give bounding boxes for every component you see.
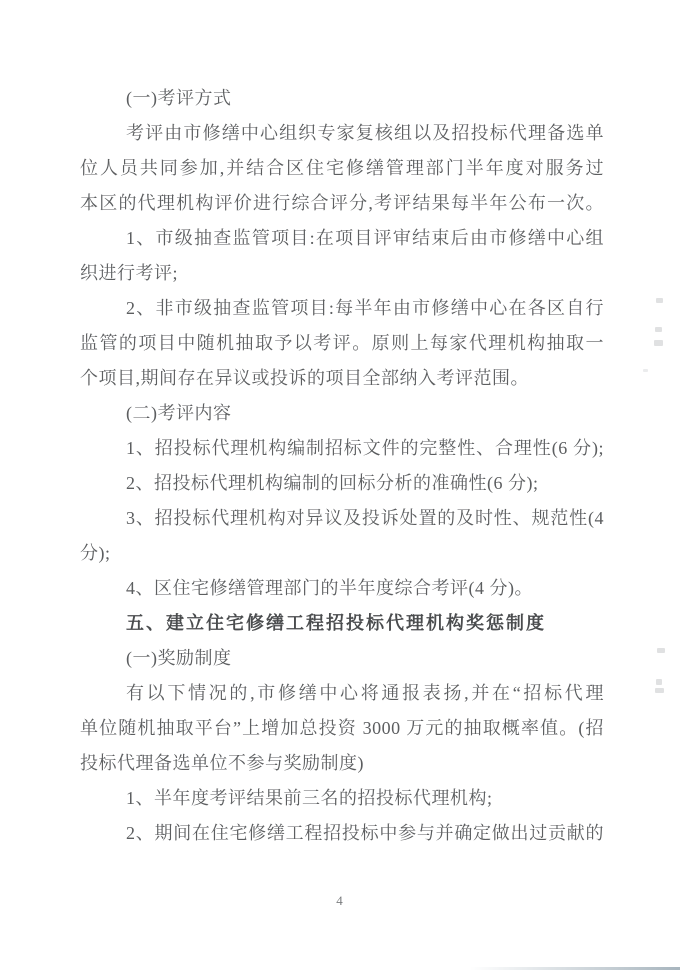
text-line: 有以下情况的,市修缮中心将通报表扬,并在“招标代理: [126, 683, 604, 703]
text-line: 2、期间在住宅修缮工程招投标中参与并确定做出过贡献的: [126, 823, 604, 843]
text-line: 1、市级抽查监管项目:在项目评审结束后由市修缮中心组: [126, 228, 604, 248]
text-line: 4、区住宅修缮管理部门的半年度综合考评(4 分)。: [126, 578, 533, 598]
text-line: 3、招投标代理机构对异议及投诉处置的及时性、规范性(4: [126, 508, 604, 528]
text-line: 个项目,期间存在异议或投诉的项目全部纳入考评范围。: [80, 368, 529, 388]
text-line: 单位随机抽取平台”上增加总投资 3000 万元的抽取概率值。(招: [80, 718, 604, 738]
text-line: 位人员共同参加,并结合区住宅修缮管理部门半年度对服务过: [80, 158, 604, 178]
text-line: 1、半年度考评结果前三名的招投标代理机构;: [126, 788, 493, 808]
text-line: 分);: [80, 543, 111, 563]
document-body: [80, 81, 604, 851]
text-line: 本区的代理机构评价进行综合评分,考评结果每半年公布一次。: [80, 193, 604, 213]
text-line: 2、招投标代理机构编制的回标分析的准确性(6 分);: [126, 473, 539, 493]
scan-artifact: [654, 340, 663, 346]
text-line: 监管的项目中随机抽取予以考评。原则上每家代理机构抽取一: [80, 333, 604, 353]
page-number: 4: [336, 893, 344, 908]
text-line: 考评由市修缮中心组织专家复核组以及招投标代理备选单: [126, 123, 604, 143]
text-line: 投标代理备选单位不参与奖励制度): [80, 753, 364, 773]
text-line: (一)考评方式: [126, 88, 232, 108]
scan-artifact: [655, 327, 662, 332]
text-line: (一)奖励制度: [126, 648, 232, 668]
scan-artifact: [656, 298, 663, 303]
scan-artifact: [643, 369, 648, 372]
text-line: (二)考评内容: [126, 403, 232, 423]
text-line: 2、非市级抽查监管项目:每半年由市修缮中心在各区自行: [126, 298, 604, 318]
text-line: 织进行考评;: [80, 263, 179, 283]
scan-artifact: [656, 679, 662, 685]
text-line: 1、招投标代理机构编制招标文件的完整性、合理性(6 分);: [126, 438, 604, 458]
scan-artifact: [657, 648, 665, 653]
section-heading: 五、建立住宅修缮工程招投标代理机构奖惩制度: [126, 613, 546, 633]
page-edge-shadow: [470, 967, 680, 970]
scan-artifact: [655, 688, 664, 693]
